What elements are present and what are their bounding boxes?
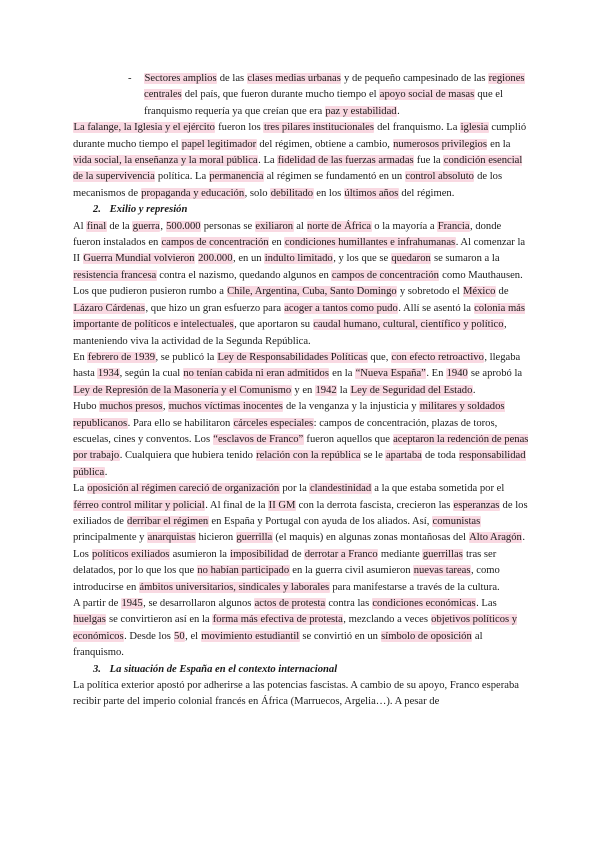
- text-run: en la guerra civil asumieron: [289, 565, 414, 577]
- text-run: de: [495, 286, 509, 298]
- highlighted-text: quedaron: [391, 253, 431, 265]
- highlighted-text: anarquistas: [147, 532, 196, 544]
- highlighted-text: derrotar a Franco: [304, 548, 378, 560]
- section-number: 2.: [93, 204, 101, 216]
- highlighted-text: Chile, Argentina, Cuba, Santo Domingo: [227, 286, 397, 298]
- text-run: se aprobó la: [468, 368, 523, 380]
- highlighted-text: relación con la república: [256, 450, 361, 462]
- highlighted-text: cárceles especiales: [233, 417, 314, 429]
- text-run: Al: [73, 220, 87, 232]
- highlighted-text: Ley de Represión de la Masonería y el Comunismo: [73, 384, 292, 396]
- text-run: , que aportaron su: [234, 319, 313, 331]
- text-run: la: [337, 384, 351, 396]
- text-run: . Para ello se habilitaron: [127, 417, 233, 429]
- highlighted-text: tres pilares institucionales: [263, 122, 374, 134]
- highlighted-text: 1942: [315, 384, 337, 396]
- text-run: del régimen.: [398, 187, 455, 199]
- text-run: del país, que fueron durante mucho tiempo el: [182, 89, 380, 101]
- highlighted-text: iglesia: [460, 122, 489, 134]
- highlighted-text: 200.000: [198, 253, 233, 265]
- highlighted-text: exiliaron: [255, 220, 294, 232]
- text-run: que,: [367, 351, 392, 363]
- highlighted-text: Francia: [437, 220, 470, 232]
- highlighted-text: guerrilla: [236, 532, 273, 544]
- highlighted-text: apartaba: [385, 450, 422, 462]
- text-run: , solo: [244, 187, 271, 199]
- text-run: y de pequeño campesinado de las: [341, 73, 489, 84]
- text-run: en la: [329, 368, 356, 380]
- text-run: , que hizo un gran esfuerzo para: [145, 302, 284, 314]
- text-run: del franquismo. La: [374, 122, 461, 134]
- text-run: en los: [313, 187, 344, 199]
- highlighted-text: regiones centrales: [144, 73, 525, 101]
- paragraph-pilares: [73, 120, 529, 202]
- text-run: de toda: [422, 450, 459, 462]
- highlighted-text: permanencia: [209, 171, 264, 183]
- text-run: en la: [487, 138, 511, 150]
- text-run: fueron los: [215, 122, 264, 134]
- highlighted-text: guerrillas: [422, 548, 463, 560]
- highlighted-text: huelgas: [73, 614, 106, 626]
- text-run: se le: [361, 450, 386, 462]
- highlighted-text: objetivos políticos y económicos: [73, 614, 518, 642]
- text-run: En: [73, 351, 88, 363]
- highlighted-text: 1940: [446, 368, 468, 380]
- text-run: . En: [426, 368, 447, 380]
- highlighted-text: símbolo de oposición: [381, 630, 472, 642]
- text-run: . La: [258, 155, 278, 167]
- text-run: , mezclando a veces: [343, 614, 431, 626]
- text-run: se convirtieron así en la: [106, 614, 213, 626]
- highlighted-text: 50: [174, 630, 185, 642]
- highlighted-text: La falange, la Iglesia y el ejército: [73, 122, 215, 134]
- highlighted-text: acoger a tantos como pudo: [284, 302, 398, 314]
- text-run: personas se: [201, 220, 255, 232]
- highlighted-text: forma más efectiva de protesta: [212, 614, 343, 626]
- text-run: (el maquis) en algunas zonas montañosas del: [272, 532, 469, 544]
- text-run: , y los que se: [333, 253, 391, 265]
- text-run: ,: [162, 401, 169, 413]
- text-run: fueron aquellos que: [303, 433, 393, 445]
- highlighted-text: caudal humano, cultural, científico y político: [313, 319, 504, 331]
- bullet-item-clases-medias: [128, 71, 529, 120]
- highlighted-text: derribar el régimen: [127, 515, 209, 527]
- highlighted-text: aceptaron la redención de penas por trabajo: [73, 433, 529, 462]
- highlighted-text: Ley de Responsabilidades Políticas: [217, 351, 368, 363]
- highlighted-text: Alto Aragón: [469, 532, 522, 544]
- text-run: : campos de concentración, plazas de toros, escuelas, cines y conventos. Los: [73, 417, 498, 445]
- text-run: cumplió durante mucho tiempo el: [73, 122, 527, 150]
- text-run: .: [397, 105, 400, 117]
- highlighted-text: con efecto retroactivo: [391, 351, 484, 363]
- text-run: de la venganza y la injusticia y: [283, 401, 420, 413]
- highlighted-text: 1934: [97, 368, 120, 380]
- text-run: al régimen se fundamentó en un: [263, 171, 405, 183]
- text-run: La: [73, 483, 87, 495]
- text-run: por la: [279, 483, 310, 495]
- highlighted-text: final: [86, 220, 107, 232]
- text-run: se convirtió en un: [299, 630, 381, 642]
- paragraph-oposicion: [73, 481, 529, 547]
- text-run: . Allí se asentó la: [398, 302, 474, 314]
- text-run: contra las: [325, 598, 372, 609]
- text-run: política. La: [155, 171, 209, 183]
- text-run: fue la: [414, 155, 444, 167]
- section-title: Exilio y represión: [109, 204, 188, 216]
- text-run: tras ser delatados, por lo que los que: [73, 548, 497, 577]
- highlighted-text: condiciones económicas: [372, 598, 476, 609]
- highlighted-text: no tenían cabida ni eran admitidos: [183, 368, 329, 380]
- paragraph-destinos: [73, 284, 529, 350]
- highlighted-text: nuevas tareas: [413, 565, 471, 577]
- paragraph-politica-exterior: [73, 678, 529, 711]
- text-run: , se desarrollaron algunos: [143, 598, 255, 609]
- text-run: mediante: [378, 548, 423, 560]
- text-run: de: [288, 548, 305, 560]
- text-run: o la mayoría a: [371, 220, 438, 232]
- highlighted-text: militares y soldados republicanos: [73, 401, 505, 429]
- paragraph-protestas: [73, 596, 529, 662]
- text-run: en España y Portugal con ayuda de los aliados. Así,: [208, 515, 433, 527]
- text-run: al franquismo.: [73, 630, 483, 659]
- text-run: A partir de: [73, 598, 121, 609]
- highlighted-text: indulto limitado: [264, 253, 333, 265]
- text-run: principalmente y: [73, 532, 148, 544]
- text-run: , donde fueron instalados en: [73, 220, 502, 249]
- text-run: con la derrota fascista, crecieron las: [295, 499, 454, 511]
- bullet-text: [144, 71, 529, 120]
- text-run: .: [472, 384, 476, 396]
- text-run: Los que pudieron pusieron rumbo a: [73, 286, 227, 298]
- text-run: hicieron: [195, 532, 236, 544]
- highlighted-text: férreo control militar y policial: [73, 499, 205, 511]
- highlighted-text: debilitado: [270, 187, 314, 199]
- highlighted-text: México: [463, 286, 496, 298]
- highlighted-text: “esclavos de Franco”: [213, 433, 304, 445]
- highlighted-text: muchos presos: [99, 401, 163, 413]
- text-run: , se publicó la: [155, 351, 217, 363]
- text-run: del régimen, obtiene a cambio,: [256, 138, 393, 150]
- highlighted-text: guerra: [132, 220, 160, 232]
- highlighted-text: febrero de 1939: [87, 351, 155, 363]
- section-title: La situación de España en el contexto internacional: [109, 663, 338, 675]
- highlighted-text: numerosos privilegios: [393, 138, 487, 150]
- highlighted-text: no habían participado: [197, 565, 290, 577]
- highlighted-text: vida social, la enseñanza y la moral pública: [73, 155, 258, 167]
- paragraph-exilio: [73, 219, 529, 285]
- highlighted-text: condición esencial de la supervivencia: [73, 155, 523, 183]
- text-run: ,: [160, 220, 166, 232]
- highlighted-text: últimos años: [344, 187, 399, 199]
- text-run: de los exiliados de: [73, 499, 528, 527]
- highlighted-text: propaganda y educación: [141, 187, 245, 199]
- text-run: Los: [73, 548, 92, 560]
- highlighted-text: papel legitimador: [181, 138, 257, 150]
- text-run: . Cualquiera que hubiera tenido: [119, 450, 256, 462]
- text-run: .: [104, 466, 108, 478]
- bullet-dash: -: [128, 73, 132, 84]
- text-run: . Desde los: [124, 630, 174, 642]
- highlighted-text: responsabilidad pública: [73, 450, 526, 478]
- highlighted-text: movimiento estudiantil: [201, 630, 300, 642]
- section-heading-exilio: [93, 202, 529, 218]
- text-run: , manteniendo viva la actividad de la Segunda República.: [73, 319, 507, 347]
- paragraph-politicos-exiliados: [73, 547, 529, 596]
- text-run: contra el nazismo, quedando algunos en: [156, 269, 332, 281]
- highlighted-text: Lázaro Cárdenas: [73, 302, 145, 314]
- text-run: al: [293, 220, 307, 232]
- section-number: 3.: [93, 663, 101, 675]
- highlighted-text: clases medias urbanas: [247, 73, 341, 84]
- paragraph-leyes: [73, 350, 529, 399]
- text-run: en: [269, 237, 285, 249]
- text-run: Hubo: [73, 401, 100, 413]
- text-run: , el: [185, 630, 201, 642]
- highlighted-text: campos de concentración: [161, 237, 269, 249]
- highlighted-text: campos de concentración: [331, 269, 439, 281]
- highlighted-text: control absoluto: [405, 171, 474, 183]
- highlighted-text: apoyo social de masas: [379, 89, 475, 101]
- highlighted-text: “Nueva España”: [355, 368, 426, 380]
- highlighted-text: colonia más importante de políticos e intelectuales: [73, 302, 526, 331]
- highlighted-text: fidelidad de las fuerzas armadas: [277, 155, 414, 167]
- highlighted-text: II GM: [268, 499, 296, 511]
- highlighted-text: 500.000: [166, 220, 201, 232]
- text-run: .: [522, 532, 525, 544]
- highlighted-text: condiciones humillantes e infrahumanas: [284, 237, 456, 249]
- highlighted-text: clandestinidad: [309, 483, 372, 495]
- highlighted-text: Sectores amplios: [144, 73, 217, 84]
- text-run: que el franquismo requería ya que creían que era: [144, 89, 503, 117]
- document-body: [73, 71, 529, 711]
- highlighted-text: oposición al régimen careció de organización: [87, 483, 280, 495]
- text-run: como Mauthausen.: [439, 269, 523, 281]
- text-run: , como introducirse en: [73, 565, 500, 593]
- text-run: y sobretodo el: [397, 286, 463, 298]
- text-run: para manifestarse a través de la cultura.: [329, 581, 500, 593]
- highlighted-text: Ley de Seguridad del Estado: [350, 384, 473, 396]
- highlighted-text: actos de protesta: [254, 598, 326, 609]
- text-run: de las: [217, 73, 247, 84]
- text-run: se sumaron a la: [431, 253, 500, 265]
- highlighted-text: Guerra Mundial volvieron: [83, 253, 195, 265]
- text-run: asumieron la: [169, 548, 230, 560]
- highlighted-text: 1945: [121, 598, 143, 609]
- highlighted-text: resistencia francesa: [73, 269, 157, 281]
- text-run: de la: [106, 220, 133, 232]
- section-heading-situacion: [93, 662, 529, 678]
- highlighted-text: políticos exiliados: [92, 548, 170, 560]
- text-run: de los mecanismos de: [73, 171, 503, 199]
- text-run: . Las: [476, 598, 497, 609]
- highlighted-text: comunistas: [432, 515, 481, 527]
- text-run: , en un: [233, 253, 265, 265]
- highlighted-text: paz y estabilidad: [325, 105, 397, 117]
- text-run: a la que estaba sometida por el: [371, 483, 505, 495]
- paragraph-represion: [73, 399, 529, 481]
- text-run: , según la cual: [119, 368, 183, 380]
- highlighted-text: esperanzas: [453, 499, 500, 511]
- highlighted-text: imposibilidad: [230, 548, 289, 560]
- text-run: La política exterior apostó por adherirse a las potencias fascistas. A cambio de su apoyo, Franco esperaba recibir parte del imperio colonial francés en África (Marruecos, Argelia…). A pesar de: [73, 680, 519, 708]
- highlighted-text: norte de África: [307, 220, 372, 232]
- text-run: . Al comenzar la II: [73, 237, 526, 265]
- highlighted-text: ámbitos universitarios, sindicales y laborales: [139, 581, 330, 593]
- text-run: . Al final de la: [205, 499, 269, 511]
- text-run: , llegaba hasta: [73, 351, 521, 380]
- highlighted-text: muchos víctimas inocentes: [168, 401, 283, 413]
- text-run: y en: [291, 384, 315, 396]
